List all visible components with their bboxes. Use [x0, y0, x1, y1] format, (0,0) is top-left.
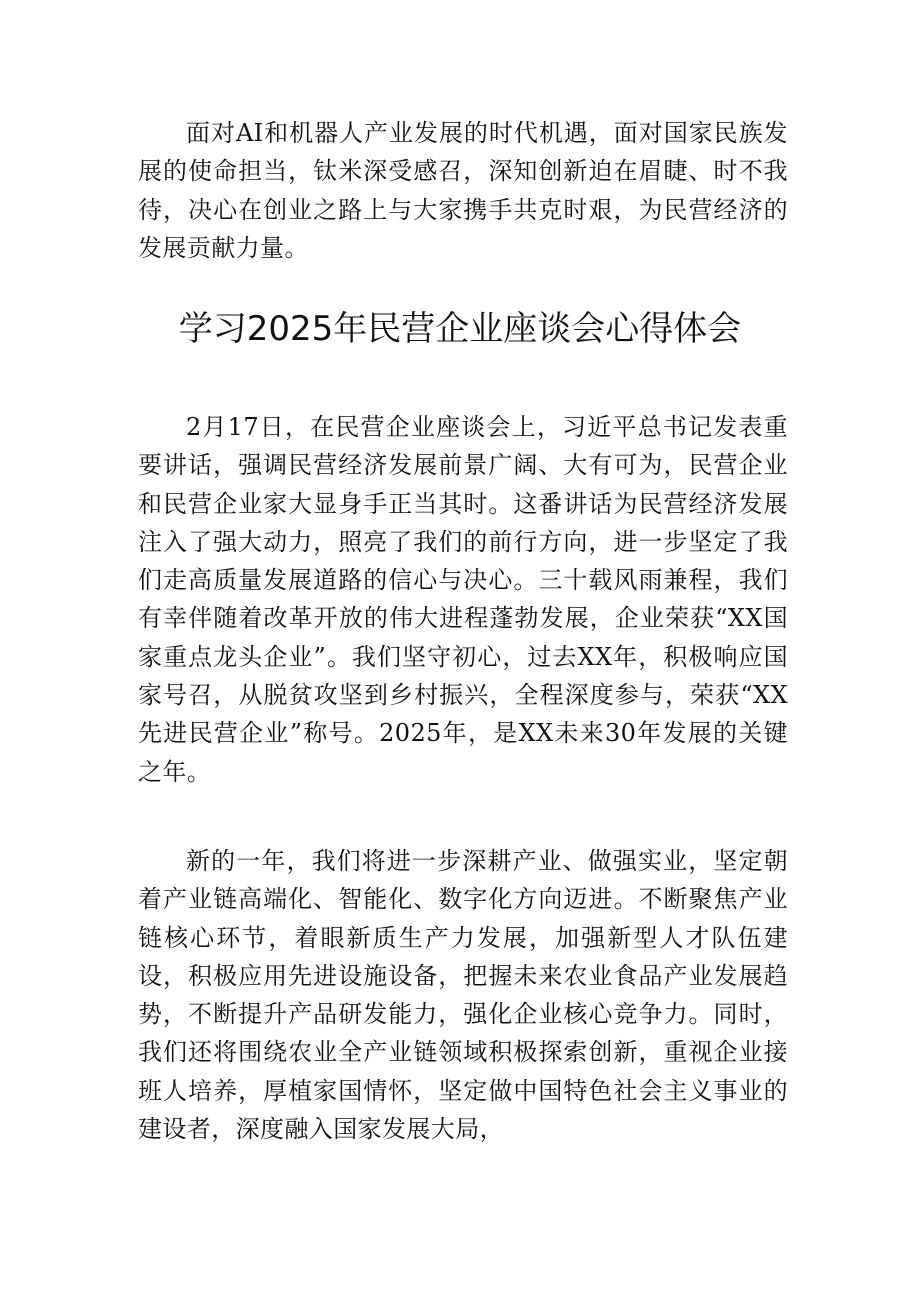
body-paragraph-2: 新的一年，我们将进一步深耕产业、做强实业，坚定朝着产业链高端化、智能化、数字化方向迈进。不断聚焦产业链核心环节，着眼新质生产力发展，加强新型人才队伍建设，积极应用先进设施设备，把握未来农业食品产业发展趋势，不断提升产品研发能力，强化企业核心竞争力。同时，我们还将围绕农业全产业链领域积极探索创新，重视企业接班人培养，厚植家国情怀，坚定做中国特色社会主义事业的建设者，深度融入国家发展大局，	[138, 847, 788, 1144]
page-title: 学习2025年民营企业座谈会心得体会	[178, 309, 742, 349]
intro-paragraph: 面对AI和机器人产业发展的时代机遇，面对国家民族发展的使命担当，钛米深受感召，深知创新迫在眉睫、时不我待，决心在创业之路上与大家携手共克时艰，为民营经济的发展贡献力量。	[138, 119, 788, 262]
body-paragraph-1: 2月17日，在民营企业座谈会上，习近平总书记发表重要讲话，强调民营经济发展前景广阔、大有可为，民营企业和民营企业家大显身手正当其时。这番讲话为民营经济发展注入了强大动力，照亮了我们的前行方向，进一步坚定了我们走高质量发展道路的信心与决心。三十载风雨兼程，我们有幸伴随着改革开放的伟大进程蓬勃发展，企业荣获“XX国家重点龙头企业”。我们坚守初心，过去XX年，积极响应国家号召，从脱贫攻坚到乡村振兴，全程深度参与，荣获“XX先进民营企业”称号。2025年，是XX未来30年发展的关键之年。	[138, 413, 788, 786]
